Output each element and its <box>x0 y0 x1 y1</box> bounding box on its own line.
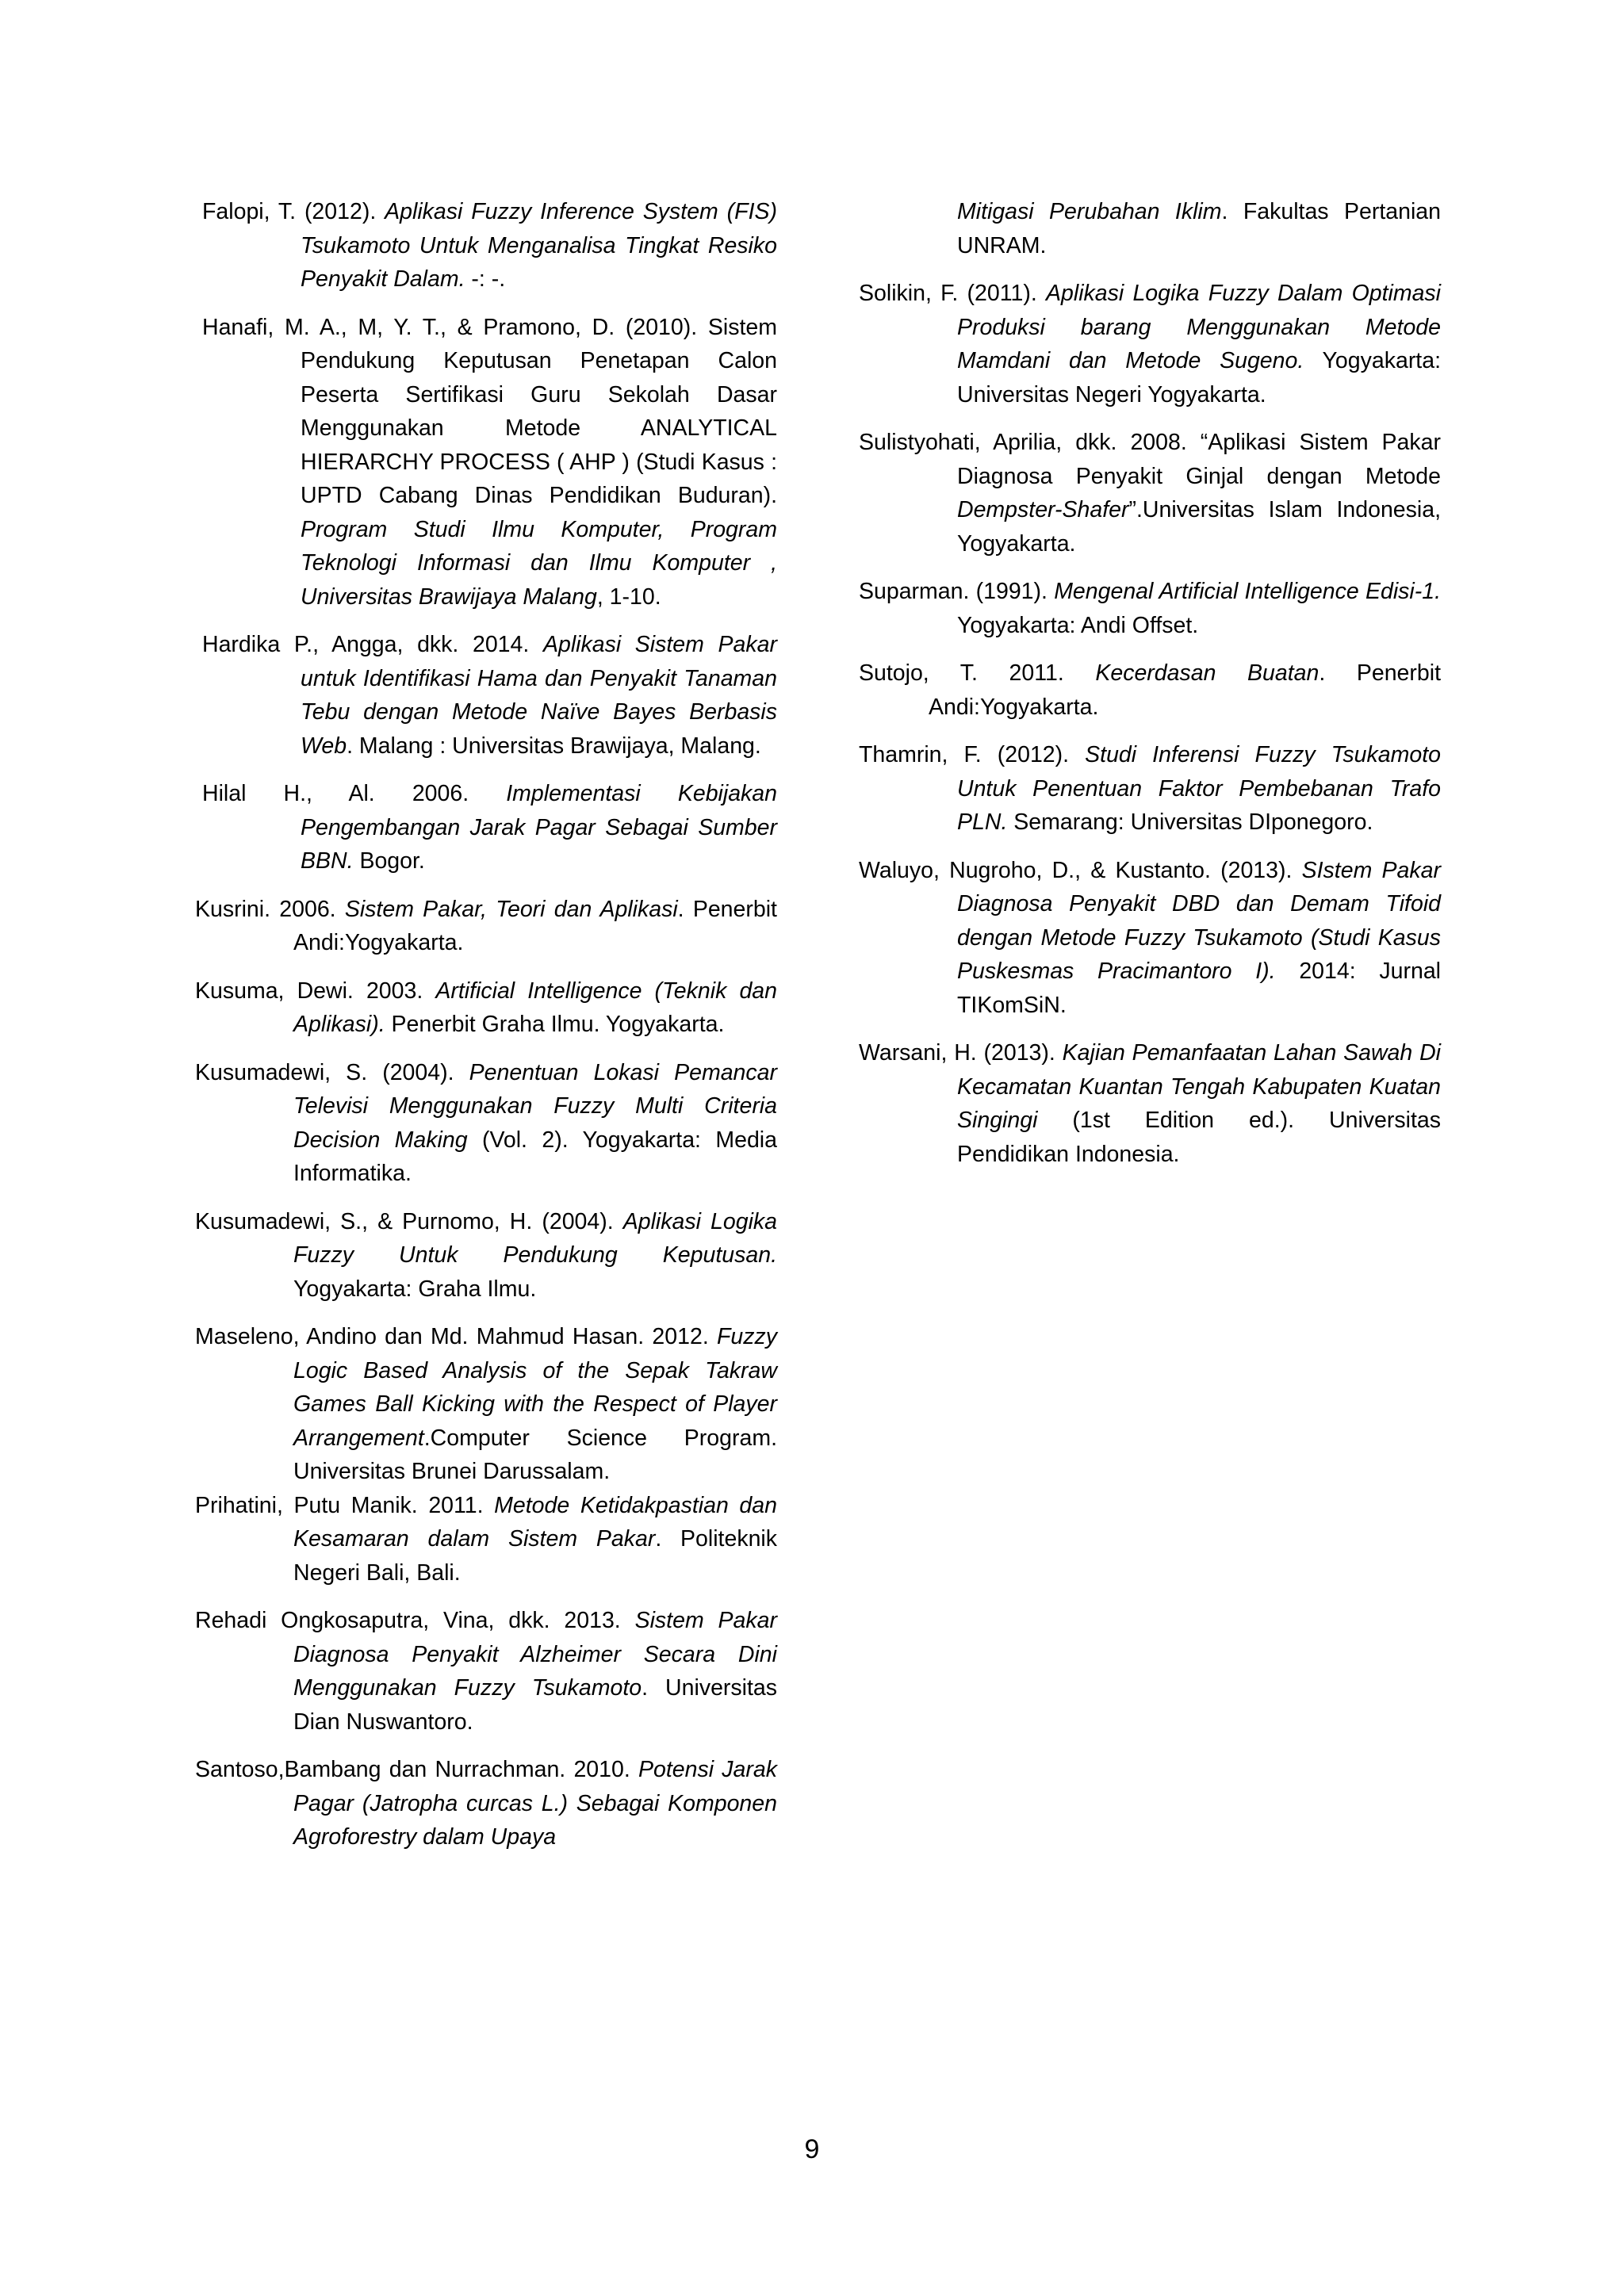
reference-entry: Hanafi, M. A., M, Y. T., & Pramono, D. (2010). Sistem Pendukung Keputusan Penetapan Calon Peserta Sertifikasi Guru Sekolah Dasar Menggunakan Metode ANALYTICAL HIERARCHY PROCESS ( AHP ) (Studi Kasus : UPTD Cabang Dinas Pendidikan Buduran). Program Studi Ilmu Komputer, Program Teknologi Informasi dan Ilmu Komputer , Universitas Brawijaya Malang, 1-10. <box>202 314 777 610</box>
reference-entry: Sulistyohati, Aprilia, dkk. 2008. “Aplikasi Sistem Pakar Diagnosa Penyakit Ginjal dengan Metode Dempster-Shafer”.Universitas Islam Indonesia, Yogyakarta. <box>859 430 1441 557</box>
page-number: 9 <box>804 2134 820 2164</box>
reference-entry: Kusuma, Dewi. 2003. Artificial Intelligence (Teknik dan Aplikasi). Penerbit Graha Ilmu. Yogyakarta. <box>195 978 777 1037</box>
reference-entry-continued: Mitigasi Perubahan Iklim. Fakultas Pertanian UNRAM. <box>957 199 1441 258</box>
reference-entry: Santoso,Bambang dan Nurrachman. 2010. Potensi Jarak Pagar (Jatropha curcas L.) Sebagai Komponen Agroforestry dalam Upaya <box>195 1757 777 1850</box>
reference-entry: Warsani, H. (2013). Kajian Pemanfaatan Lahan Sawah Di Kecamatan Kuantan Tengah Kabupaten Kuatan Singingi (1st Edition ed.). Universitas Pendidikan Indonesia. <box>859 1040 1441 1167</box>
reference-entry: Thamrin, F. (2012). Studi Inferensi Fuzzy Tsukamoto Untuk Penentuan Faktor Pembebanan Trafo PLN. Semarang: Universitas DIponegoro. <box>859 742 1441 835</box>
reference-entry: Prihatini, Putu Manik. 2011. Metode Ketidakpastian dan Kesamaran dalam Sistem Pakar. Politeknik Negeri Bali, Bali. <box>195 1492 778 1586</box>
reference-entry: Hardika P., Angga, dkk. 2014. Aplikasi Sistem Pakar untuk Identifikasi Hama dan Penyakit Tanaman Tebu dengan Metode Naïve Bayes Berbasis Web. Malang : Universitas Brawijaya, Malang. <box>202 632 777 759</box>
reference-entry: Rehadi Ongkosaputra, Vina, dkk. 2013. Sistem Pakar Diagnosa Penyakit Alzheimer Secara Dini Menggunakan Fuzzy Tsukamoto. Universitas Dian Nuswantoro. <box>195 1608 778 1735</box>
reference-entry: Kusrini. 2006. Sistem Pakar, Teori dan Aplikasi. Penerbit Andi:Yogyakarta. <box>195 896 777 955</box>
reference-entry: Hilal H., Al. 2006. Implementasi Kebijakan Pengembangan Jarak Pagar Sebagai Sumber BBN. Bogor. <box>202 781 778 874</box>
reference-entry: Sutojo, T. 2011. Kecerdasan Buatan. Penerbit Andi:Yogyakarta. <box>859 660 1441 720</box>
reference-entry: Falopi, T. (2012). Aplikasi Fuzzy Inference System (FIS) Tsukamoto Untuk Menganalisa Tingkat Resiko Penyakit Dalam. -: -. <box>202 199 777 292</box>
reference-entry: Kusumadewi, S. (2004). Penentuan Lokasi Pemancar Televisi Menggunakan Fuzzy Multi Criteria Decision Making (Vol. 2). Yogyakarta: Media Informatika. <box>195 1059 777 1186</box>
references-left-column <box>195 195 777 1869</box>
reference-entry: Suparman. (1991). Mengenal Artificial Intelligence Edisi-1. Yogyakarta: Andi Offset. <box>859 579 1441 638</box>
reference-entry: Solikin, F. (2011). Aplikasi Logika Fuzzy Dalam Optimasi Produksi barang Menggunakan Metode Mamdani dan Metode Sugeno. Yogyakarta: Universitas Negeri Yogyakarta. <box>859 281 1442 408</box>
reference-entry: Maseleno, Andino dan Md. Mahmud Hasan. 2012. Fuzzy Logic Based Analysis of the Sepak Takraw Games Ball Kicking with the Respect of Player Arrangement.Computer Science Program. Universitas Brunei Darussalam. <box>195 1324 777 1484</box>
reference-entry: Waluyo, Nugroho, D., & Kustanto. (2013). SIstem Pakar Diagnosa Penyakit DBD dan Demam Tifoid dengan Metode Fuzzy Tsukamoto (Studi Kasus Puskesmas Pracimantoro I). 2014: Jurnal TIKomSiN. <box>859 857 1442 1018</box>
references-right-column <box>859 195 1441 1185</box>
reference-entry: Kusumadewi, S., & Purnomo, H. (2004). Aplikasi Logika Fuzzy Untuk Pendukung Keputusan. Yogyakarta: Graha Ilmu. <box>195 1208 777 1302</box>
